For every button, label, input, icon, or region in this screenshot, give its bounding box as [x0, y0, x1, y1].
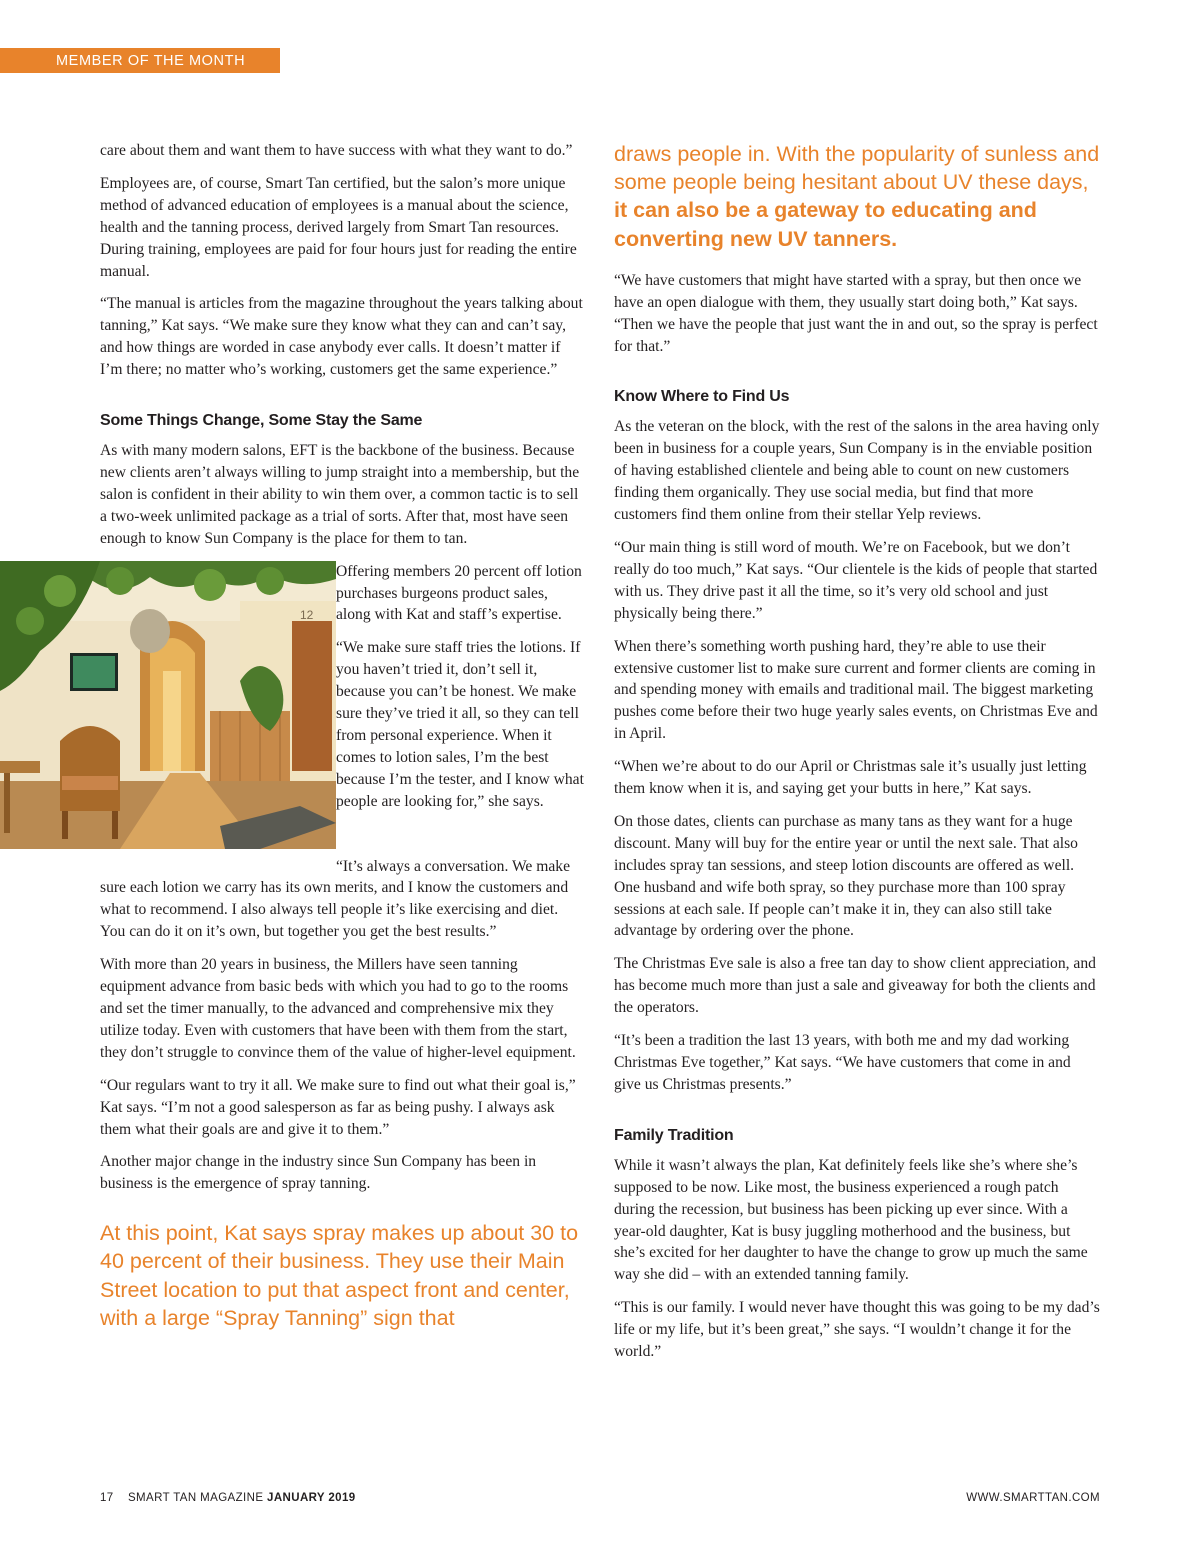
- paragraph: “This is our family. I would never have thought this was going to be my dad’s life or my life, but it’s been great,” she says. “I wouldn’t change it for the world.”: [614, 1299, 1100, 1361]
- paragraph: Employees are, of course, Smart Tan certified, but the salon’s more unique method of advanced education of employees is a manual about the science, health and the tanning process, derived largely from Smart Tan resources. During training, employees are paid for four hours just for reading the entire manual.: [100, 174, 577, 280]
- paragraph: “Our main thing is still word of mouth. We’re on Facebook, but we don’t really do too much,” Kat says. “Our clientele is the kids of people that started with us. They drive past it all the time, so it’s very old school and just physically being there.”: [614, 538, 1098, 622]
- section-banner: MEMBER OF THE MONTH: [0, 48, 280, 73]
- paragraph: With more than 20 years in business, the Millers have seen tanning equipment advance from basic beds with which you had to go to the rooms and set the timer manually, to the advanced and comprehensive mix they utilize today. Even with customers that have been with them from the start, they don’t struggle to convince them of the value of higher-level equipment.: [100, 956, 576, 1061]
- page-footer: [100, 1492, 1100, 1504]
- door-number: 12: [300, 607, 314, 622]
- issue-date: JANUARY 2019: [267, 1492, 356, 1504]
- paragraph: Another major change in the industry since Sun Company has been in business is the emergence of spray tanning.: [100, 1153, 537, 1193]
- paragraph: As the veteran on the block, with the rest of the salons in the area having only been in business for a couple years, Sun Company is in the enviable position of having established clientele and being able to count on new customers finding them organically. They use social media, but find that more customers find them online from their stellar Yelp reviews.: [614, 418, 1100, 524]
- paragraph: “It’s been a tradition the last 13 years, with both me and my dad working Christmas Eve together,” Kat says. “We have customers that come in and give us Christmas presents.”: [614, 1032, 1071, 1093]
- paragraph: “Our regulars want to try it all. We make sure to find out what their goal is,” Kat says. “I’m not a good salesperson as far as being pushy. I always ask them what their goals are and give it to them.”: [100, 1076, 576, 1138]
- page-number: 17: [100, 1492, 114, 1504]
- paragraph: “The manual is articles from the magazine throughout the years talking about tanning,” Kat says. “We make sure they know what they can and can’t say, and how things are worded in case anybody ever calls. It doesn’t matter if I’m there; no matter who’s working, customers get the same experience.”: [100, 295, 583, 379]
- left-column: [100, 140, 586, 1343]
- paragraph: The Christmas Eve sale is also a free tan day to show client appreciation, and has become much more than just a sale and giveaway for both the clients and the operators.: [614, 955, 1096, 1017]
- paragraph: “We have customers that might have started with a spray, but then once we have an open dialogue with them, they usually start doing both,” Kat says. “Then we have the people that just want the in and out, so the spray is perfect for that.”: [614, 271, 1098, 355]
- section-heading: Some Things Change, Some Stay the Same: [100, 412, 423, 430]
- paragraph: care about them and want them to have success with what they want to do.”: [100, 142, 573, 159]
- pull-quote-emphasis: it can also be a gateway to educating and converting new UV tanners.: [614, 198, 1037, 251]
- pull-quote-continued: [614, 140, 1100, 253]
- pull-quote-text: draws people in. With the popularity of sunless and some people being hesitant about UV these days,: [614, 142, 1100, 195]
- magazine-name: SMART TAN MAGAZINE: [127, 1492, 264, 1504]
- section-heading: Know Where to Find Us: [614, 388, 790, 406]
- paragraph: Offering members 20 percent off lotion purchases burgeons product sales, along with Kat and staff’s expertise.: [336, 562, 582, 624]
- paragraph: On those dates, clients can purchase as many tans as they want for a huge discount. Many will buy for the entire year or until the next sale. That also includes spray tan sessions, and steep lotion discounts are offered as well. One husband and wife both spray, so they purchase more than 100 spray sessions at each sale. If people can’t make it in, they can also still take advantage by ordering over the phone.: [614, 812, 1078, 940]
- section-heading: Family Tradition: [614, 1126, 734, 1144]
- paragraph: While it wasn’t always the plan, Kat definitely feels like she’s where she’s supposed to be now. Like most, the business experienced a rough patch during the recession, but business has been picking up ever since. With a year-old daughter, Kat is busy juggling motherhood and the business, but she’s excited for her daughter to have the change to grow up much the same way she did – with an extended tanning family.: [614, 1156, 1088, 1284]
- right-column: [614, 140, 1100, 1374]
- paragraph: When there’s something worth pushing hard, they’re able to use their extensive customer list to make sure current and former clients are coming in and spending money with emails and traditional mail. The biggest marketing pushes come before their two huge yearly sales events, on Christmas Eve and in April.: [614, 637, 1098, 743]
- paragraph: “It’s always a conversation. We make sure each lotion we carry has its own merits, and I know the customers and what to recommend. I also always tell people it’s like exercising and diet. You can do it on it’s own, but together you get the best results.”: [100, 857, 571, 941]
- paragraph: “When we’re about to do our April or Christmas sale it’s usually just letting them know when it is, and saying get your butts in here,” Kat says.: [614, 758, 1087, 798]
- salon-interior-photo: [0, 561, 336, 849]
- pull-quote: At this point, Kat says spray makes up about 30 to 40 percent of their business. They use their Main Street location to put that aspect front and center, with a large “Spray Tanning” sign that: [100, 1221, 579, 1330]
- paragraph: “We make sure staff tries the lotions. If you haven’t tried it, don’t sell it, because you can’t be honest. We make sure they’ve tried it all, so they can tell from personal experience. When it comes to lotion sales, I’m the best because I’m the tester, and I know what people are looking for,” she says.: [336, 639, 584, 810]
- paragraph: As with many modern salons, EFT is the backbone of the business. Because new clients aren’t always willing to jump straight into a membership, but the salon is confident in their ability to win them over, a common tactic is to sell a two-week unlimited package as a trial of sorts. After that, most have seen enough to know Sun Company is the place for them to tan.: [100, 442, 580, 547]
- website-url: WWW.SMARTTAN.COM: [966, 1492, 1100, 1504]
